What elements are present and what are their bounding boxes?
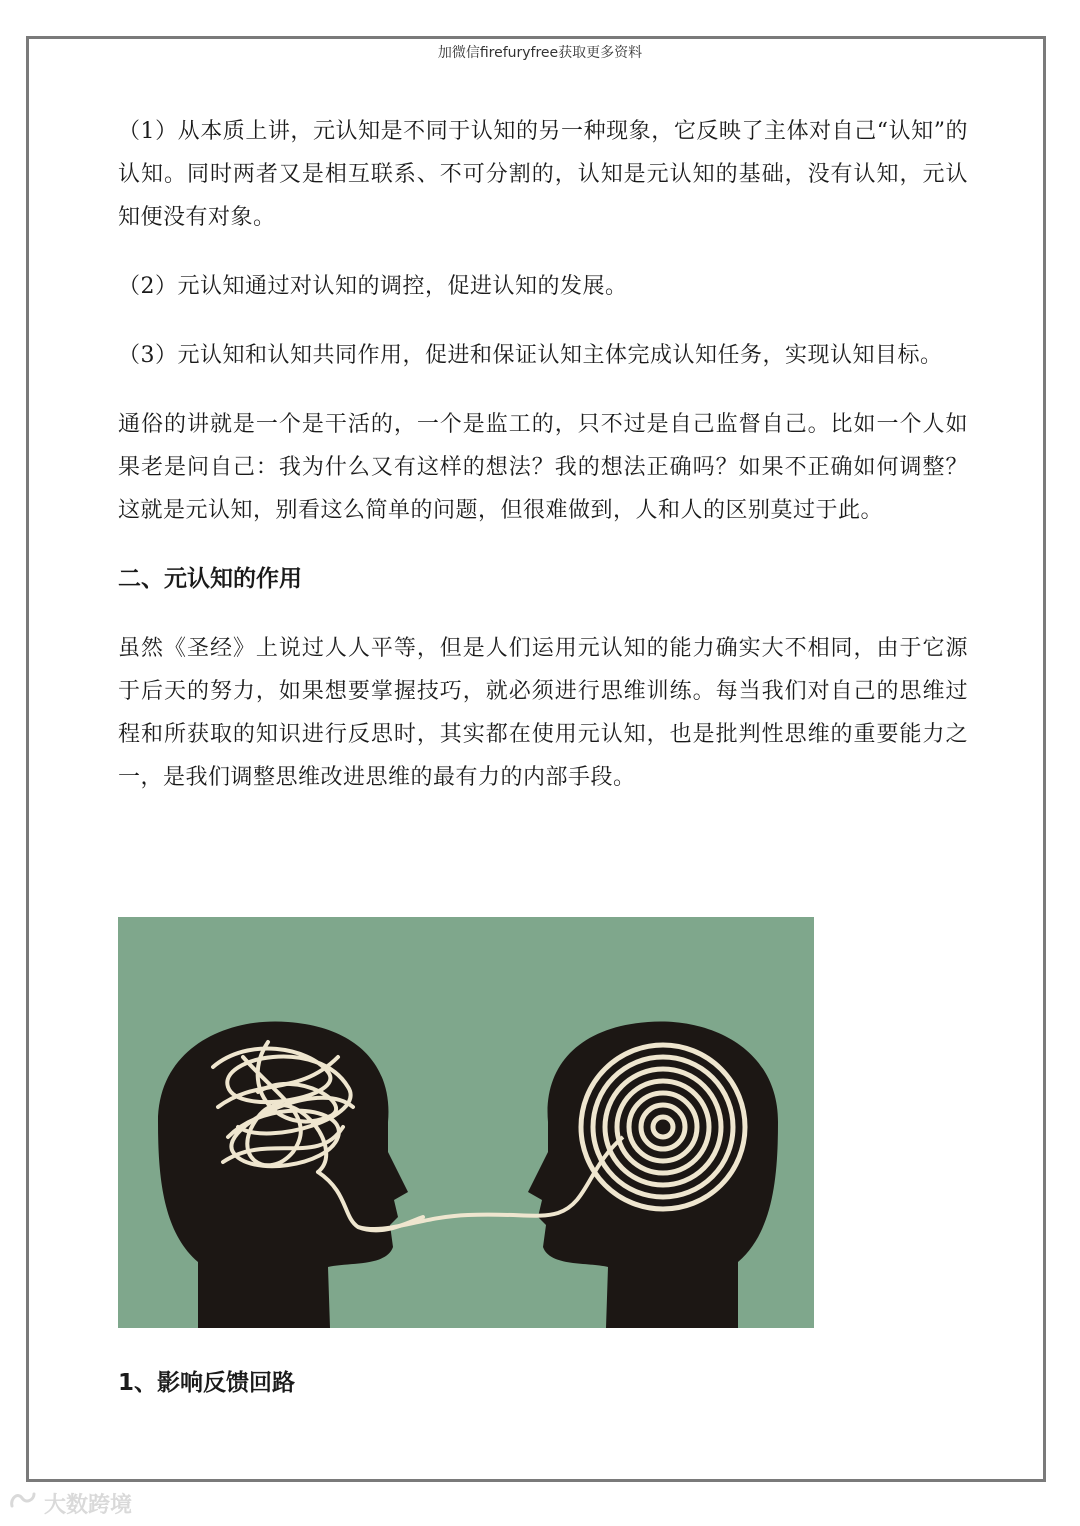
metacognition-illustration: [118, 917, 814, 1328]
header-watermark: 加微信firefuryfree获取更多资料: [437, 45, 643, 61]
section-heading: 二、元认知的作用: [118, 566, 302, 592]
brand-logo-icon: [8, 1490, 38, 1518]
subheading-feedback-loop: 1、影响反馈回路: [118, 1370, 296, 1396]
footer-brand: [8, 1488, 132, 1519]
paragraph-4: 通俗的讲就是一个是干活的，一个是监工的，只不过是自己监督自己。比如一个人如果老是问自己：我为什么又有这样的想法？我的想法正确吗？如果不正确如何调整？这就是元认知，别看这么简单的问题，但很难做到，人和人的区别莫过于此。: [118, 412, 968, 523]
paragraph-2: （2）元认知通过对认知的调控，促进认知的发展。: [118, 274, 628, 299]
paragraph-1: （1）从本质上讲，元认知是不同于认知的另一种现象，它反映了主体对自己“认知”的认知。同时两者又是相互联系、不可分割的，认知是元认知的基础，没有认知，元认知便没有对象。: [118, 119, 968, 230]
document-body: [118, 110, 968, 825]
paragraph-3: （3）元认知和认知共同作用，促进和保证认知主体完成认知任务，实现认知目标。: [118, 343, 943, 368]
section-paragraph: 虽然《圣经》上说过人人平等，但是人们运用元认知的能力确实大不相同，由于它源于后天的努力，如果想要掌握技巧，就必须进行思维训练。每当我们对自己的思维过程和所获取的知识进行反思时，其实都在使用元认知，也是批判性思维的重要能力之一，是我们调整思维改进思维的最有力的内部手段。: [118, 636, 968, 790]
two-heads-image: [118, 917, 814, 1328]
brand-name: 大数跨境: [44, 1493, 133, 1518]
